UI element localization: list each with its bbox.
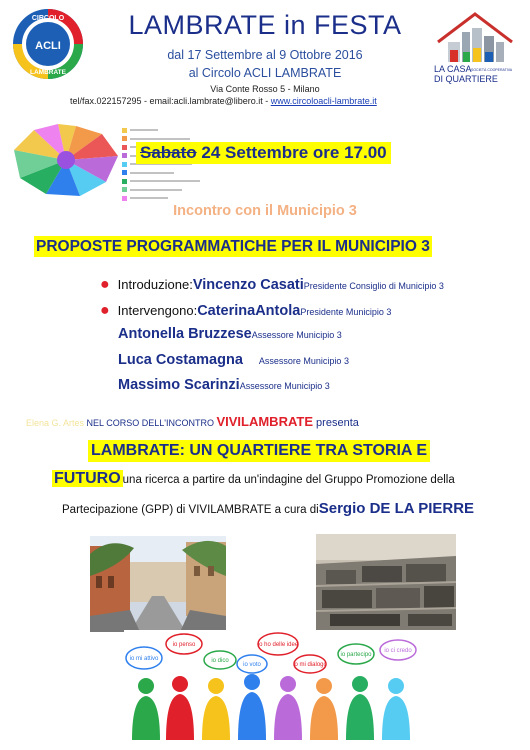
speaker-role: Assessore Municipio 3 — [251, 330, 342, 340]
historic-photo — [316, 534, 456, 630]
research-title-end: FUTURO — [54, 470, 121, 487]
municipality-map — [6, 120, 126, 200]
speaker-row — [118, 352, 349, 368]
legend-item — [122, 186, 242, 195]
contact-text: tel/fax.022157295 - email:acli.lambrate@libero.it - — [70, 96, 271, 106]
author-name: Sergio DE LA PIERRE — [318, 500, 475, 517]
bullet-icon: ● — [100, 276, 110, 293]
presentation-line — [26, 414, 359, 429]
bubble-text: io dico — [211, 658, 229, 664]
speaker-name: CaterinaAntola — [197, 303, 301, 319]
participation-illustration — [124, 630, 420, 742]
meeting-title: Incontro con il Municipio 3 — [173, 203, 357, 219]
legend-item — [122, 194, 242, 203]
street-photo — [90, 536, 226, 632]
speaker-name: Antonella Bruzzese — [118, 326, 252, 342]
bullet-icon: ● — [100, 302, 110, 319]
brand-name: VIVILAMBRATE — [216, 414, 313, 429]
research-desc: una ricerca a partire da un'indagine del Gruppo Promozione della — [122, 474, 455, 486]
legend-item — [122, 169, 242, 178]
acli-logo-top: CIRCOLO — [31, 15, 65, 22]
bubble-text: io ho delle idee — [257, 642, 299, 648]
acli-logo-bottom: LAMBRATE — [30, 69, 66, 76]
speaker-name: Massimo Scarinzi — [118, 377, 240, 393]
bubble-text: io voto — [243, 662, 261, 668]
intro-role: Presidente Consiglio di Municipio 3 — [303, 281, 444, 291]
casa-logo-small: SOCIETÀ COOPERATIVA — [471, 68, 513, 72]
speakers-label: Intervengono: — [117, 303, 198, 318]
speakers-row — [100, 302, 391, 320]
research-title-row — [52, 470, 455, 488]
casa-logo-line2: DI QUARTIERE — [434, 74, 498, 84]
bubble-text: io ci credo — [384, 648, 412, 654]
faded-prefix: Elena G. Artes — [26, 418, 85, 428]
intro-label: Introduzione: — [117, 277, 193, 292]
event-venue: al Circolo ACLI LAMBRATE — [188, 66, 342, 80]
presenta-label: presenta — [313, 417, 359, 429]
venue-address: Via Conte Rosso 5 - Milano — [210, 84, 320, 94]
event-date-time: 24 Settembre ore 17.00 — [196, 143, 387, 162]
intro-row — [100, 276, 444, 294]
speaker-name: Luca Costamagna — [118, 352, 243, 368]
page-title: LAMBRATE in FESTA — [128, 10, 402, 40]
program-title: PROPOSTE PROGRAMMATICHE PER IL MUNICIPIO 3 — [36, 238, 430, 255]
map-legend — [122, 126, 242, 203]
casa-quartiere-logo — [430, 8, 520, 88]
acli-logo-center: ACLI — [35, 40, 61, 52]
website-link[interactable]: www.circoloacli-lambrate.it — [270, 96, 377, 106]
speaker-role: Presidente Municipio 3 — [300, 307, 392, 317]
bubble-text: io mi attivo — [129, 656, 159, 662]
casa-logo-line1: LA CASA — [434, 64, 472, 74]
speaker-row — [118, 326, 342, 342]
bubble-text: io partecipo — [340, 652, 372, 658]
speaker-role: Assessore Municipio 3 — [258, 356, 349, 366]
research-desc-2: Partecipazione (GPP) di VIVILAMBRATE a cura di — [62, 504, 319, 516]
event-day: Sabato — [140, 143, 197, 162]
research-credit — [62, 500, 474, 517]
presentation-intro: NEL CORSO DELL'INCONTRO — [84, 418, 217, 428]
intro-name: Vincenzo Casati — [192, 277, 304, 293]
speaker-role: Assessore Municipio 3 — [239, 381, 330, 391]
research-title: LAMBRATE: UN QUARTIERE TRA STORIA E — [88, 440, 430, 462]
bubble-text: io mi dialogo — [293, 662, 327, 668]
event-dates: dal 17 Settembre al 9 Ottobre 2016 — [167, 48, 363, 62]
speaker-row — [118, 377, 330, 393]
legend-item — [122, 126, 242, 135]
contact-line — [70, 96, 530, 106]
bubble-text: io penso — [172, 642, 196, 648]
event-date — [136, 142, 391, 164]
legend-item — [122, 177, 242, 186]
